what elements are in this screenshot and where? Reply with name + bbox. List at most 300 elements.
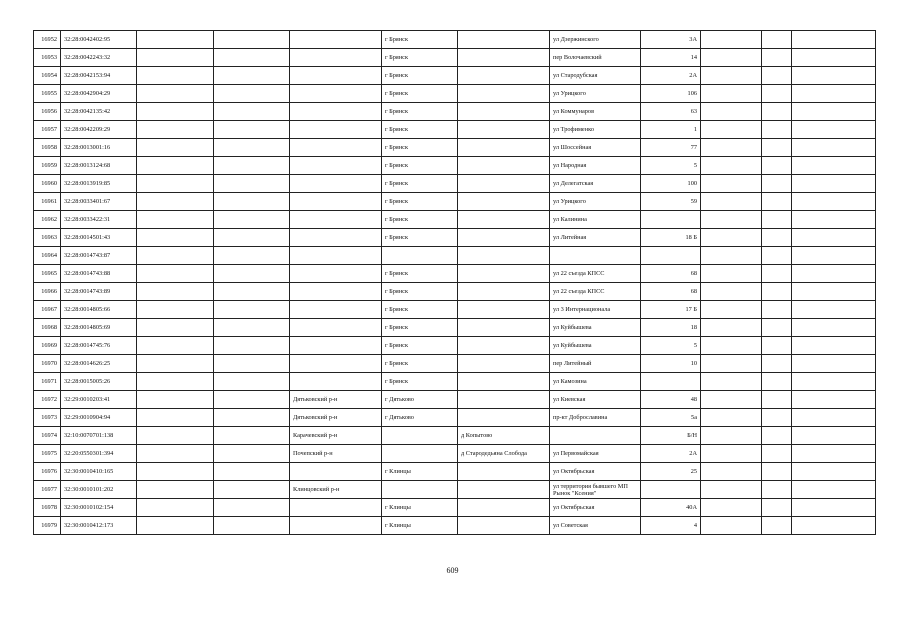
row-number: 16977 <box>34 481 61 499</box>
city-cell: г Брянск <box>382 31 458 49</box>
empty-cell <box>762 283 792 301</box>
empty-cell <box>792 67 876 85</box>
street-cell: ул Куйбышева <box>550 319 641 337</box>
row-number: 16960 <box>34 175 61 193</box>
table-row <box>34 373 876 391</box>
empty-cell <box>701 211 762 229</box>
settlement-cell <box>458 67 550 85</box>
empty-cell <box>137 481 214 499</box>
row-number: 16957 <box>34 121 61 139</box>
row-number: 16979 <box>34 517 61 535</box>
district-cell <box>290 157 382 175</box>
street-cell: ул Советская <box>550 517 641 535</box>
row-number: 16978 <box>34 499 61 517</box>
empty-cell <box>762 157 792 175</box>
street-cell: ул Куйбышева <box>550 337 641 355</box>
district-cell <box>290 67 382 85</box>
empty-cell <box>762 481 792 499</box>
empty-cell <box>214 337 290 355</box>
row-number: 16959 <box>34 157 61 175</box>
empty-cell <box>214 103 290 121</box>
street-cell: ул 22 съезда КПСС <box>550 265 641 283</box>
empty-cell <box>214 49 290 67</box>
house-cell: 5 <box>641 157 701 175</box>
district-cell <box>290 85 382 103</box>
cadastral-number: 32:28:0014745:76 <box>61 337 137 355</box>
table-row <box>34 409 876 427</box>
settlement-cell <box>458 175 550 193</box>
empty-cell <box>792 319 876 337</box>
city-cell <box>382 247 458 265</box>
street-cell: ул Урицкого <box>550 85 641 103</box>
table-row <box>34 103 876 121</box>
house-cell: 14 <box>641 49 701 67</box>
table-row <box>34 319 876 337</box>
street-cell: ул Народная <box>550 157 641 175</box>
city-cell: г Брянск <box>382 85 458 103</box>
district-cell <box>290 121 382 139</box>
table-row <box>34 85 876 103</box>
street-cell: ул Стародубская <box>550 67 641 85</box>
cadastral-number: 32:28:0014805:66 <box>61 301 137 319</box>
empty-cell <box>137 391 214 409</box>
street-cell: ул Камозина <box>550 373 641 391</box>
empty-cell <box>137 139 214 157</box>
table-row <box>34 67 876 85</box>
empty-cell <box>214 517 290 535</box>
empty-cell <box>762 373 792 391</box>
district-cell <box>290 103 382 121</box>
table-row <box>34 229 876 247</box>
empty-cell <box>214 229 290 247</box>
empty-cell <box>762 463 792 481</box>
table-row <box>34 391 876 409</box>
empty-cell <box>792 103 876 121</box>
empty-cell <box>762 49 792 67</box>
city-cell: г Брянск <box>382 67 458 85</box>
street-cell: ул Делегатская <box>550 175 641 193</box>
street-cell: ул Первомайская <box>550 445 641 463</box>
cadastral-number: 32:30:0010412:173 <box>61 517 137 535</box>
cadastral-number: 32:30:0010101:202 <box>61 481 137 499</box>
empty-cell <box>792 247 876 265</box>
empty-cell <box>214 175 290 193</box>
empty-cell <box>792 355 876 373</box>
cadastral-number: 32:28:0014743:87 <box>61 247 137 265</box>
city-cell: г Клинцы <box>382 463 458 481</box>
empty-cell <box>701 139 762 157</box>
empty-cell <box>762 85 792 103</box>
empty-cell <box>701 193 762 211</box>
house-cell: 68 <box>641 283 701 301</box>
cadastral-number: 32:28:0042243:32 <box>61 49 137 67</box>
empty-cell <box>701 121 762 139</box>
settlement-cell <box>458 373 550 391</box>
house-cell: 4 <box>641 517 701 535</box>
empty-cell <box>137 31 214 49</box>
empty-cell <box>762 355 792 373</box>
empty-cell <box>214 193 290 211</box>
empty-cell <box>701 175 762 193</box>
house-cell: 17 Б <box>641 301 701 319</box>
empty-cell <box>701 337 762 355</box>
empty-cell <box>214 301 290 319</box>
row-number: 16958 <box>34 139 61 157</box>
house-cell: Б/Н <box>641 427 701 445</box>
settlement-cell <box>458 121 550 139</box>
empty-cell <box>792 373 876 391</box>
empty-cell <box>792 445 876 463</box>
empty-cell <box>762 31 792 49</box>
house-cell: 77 <box>641 139 701 157</box>
empty-cell <box>137 355 214 373</box>
empty-cell <box>137 211 214 229</box>
empty-cell <box>137 157 214 175</box>
empty-cell <box>792 391 876 409</box>
city-cell: г Брянск <box>382 121 458 139</box>
table-row <box>34 157 876 175</box>
empty-cell <box>137 283 214 301</box>
empty-cell <box>701 517 762 535</box>
district-cell <box>290 211 382 229</box>
empty-cell <box>214 31 290 49</box>
empty-cell <box>762 517 792 535</box>
empty-cell <box>701 391 762 409</box>
settlement-cell <box>458 211 550 229</box>
empty-cell <box>214 283 290 301</box>
table-row <box>34 283 876 301</box>
empty-cell <box>701 49 762 67</box>
empty-cell <box>137 193 214 211</box>
cadastral-number: 32:28:0014501:43 <box>61 229 137 247</box>
table-row <box>34 355 876 373</box>
row-number: 16956 <box>34 103 61 121</box>
empty-cell <box>701 103 762 121</box>
district-cell <box>290 139 382 157</box>
city-cell <box>382 427 458 445</box>
row-number: 16970 <box>34 355 61 373</box>
city-cell: г Брянск <box>382 355 458 373</box>
empty-cell <box>792 409 876 427</box>
empty-cell <box>214 247 290 265</box>
house-cell <box>641 373 701 391</box>
empty-cell <box>762 139 792 157</box>
empty-cell <box>792 481 876 499</box>
street-cell: ул территория бывшего МП Рынок "Ксения" <box>550 481 641 499</box>
street-cell <box>550 247 641 265</box>
district-cell <box>290 355 382 373</box>
house-cell: 40А <box>641 499 701 517</box>
empty-cell <box>214 391 290 409</box>
empty-cell <box>214 67 290 85</box>
settlement-cell: д Стародедьяна Слобода <box>458 445 550 463</box>
city-cell: г Брянск <box>382 175 458 193</box>
district-cell: Почепский р-н <box>290 445 382 463</box>
empty-cell <box>137 319 214 337</box>
empty-cell <box>214 157 290 175</box>
district-cell: Дятьковский р-н <box>290 391 382 409</box>
cadastral-number: 32:28:0014743:88 <box>61 265 137 283</box>
empty-cell <box>214 355 290 373</box>
cadastral-number: 32:28:0033401:67 <box>61 193 137 211</box>
empty-cell <box>137 409 214 427</box>
empty-cell <box>762 247 792 265</box>
cadastral-number: 32:28:0042402:95 <box>61 31 137 49</box>
cadastral-number: 32:28:0014743:89 <box>61 283 137 301</box>
empty-cell <box>214 427 290 445</box>
settlement-cell <box>458 247 550 265</box>
street-cell <box>550 427 641 445</box>
empty-cell <box>137 373 214 391</box>
row-number: 16971 <box>34 373 61 391</box>
district-cell <box>290 301 382 319</box>
house-cell <box>641 481 701 499</box>
empty-cell <box>762 265 792 283</box>
empty-cell <box>792 463 876 481</box>
empty-cell <box>137 301 214 319</box>
settlement-cell <box>458 283 550 301</box>
street-cell: пер Литейный <box>550 355 641 373</box>
settlement-cell <box>458 319 550 337</box>
settlement-cell <box>458 85 550 103</box>
table-row <box>34 139 876 157</box>
empty-cell <box>762 409 792 427</box>
district-cell <box>290 499 382 517</box>
empty-cell <box>792 499 876 517</box>
empty-cell <box>792 229 876 247</box>
city-cell: г Брянск <box>382 301 458 319</box>
district-cell <box>290 247 382 265</box>
settlement-cell <box>458 157 550 175</box>
row-number: 16967 <box>34 301 61 319</box>
empty-cell <box>701 67 762 85</box>
empty-cell <box>701 31 762 49</box>
empty-cell <box>137 337 214 355</box>
empty-cell <box>792 283 876 301</box>
empty-cell <box>792 85 876 103</box>
empty-cell <box>762 175 792 193</box>
empty-cell <box>137 265 214 283</box>
empty-cell <box>214 265 290 283</box>
house-cell: 25 <box>641 463 701 481</box>
empty-cell <box>762 193 792 211</box>
empty-cell <box>701 283 762 301</box>
empty-cell <box>214 211 290 229</box>
row-number: 16969 <box>34 337 61 355</box>
street-cell: ул Урицкого <box>550 193 641 211</box>
table-row <box>34 463 876 481</box>
house-cell: 18 Б <box>641 229 701 247</box>
city-cell: г Брянск <box>382 373 458 391</box>
cadastral-number: 32:28:0042209:29 <box>61 121 137 139</box>
row-number: 16962 <box>34 211 61 229</box>
settlement-cell <box>458 517 550 535</box>
empty-cell <box>701 247 762 265</box>
empty-cell <box>701 427 762 445</box>
settlement-cell <box>458 229 550 247</box>
empty-cell <box>214 85 290 103</box>
empty-cell <box>792 121 876 139</box>
settlement-cell <box>458 193 550 211</box>
district-cell: Клинцовский р-н <box>290 481 382 499</box>
house-cell: 2А <box>641 445 701 463</box>
street-cell: ул 3 Интернационала <box>550 301 641 319</box>
row-number: 16953 <box>34 49 61 67</box>
settlement-cell <box>458 481 550 499</box>
city-cell: г Клинцы <box>382 517 458 535</box>
cadastral-number: 32:28:0042904:29 <box>61 85 137 103</box>
district-cell: Карачевский р-н <box>290 427 382 445</box>
settlement-cell <box>458 103 550 121</box>
row-number: 16972 <box>34 391 61 409</box>
district-cell <box>290 31 382 49</box>
row-number: 16964 <box>34 247 61 265</box>
street-cell: пер Волочаевский <box>550 49 641 67</box>
cadastral-number: 32:28:0042135:42 <box>61 103 137 121</box>
district-cell <box>290 49 382 67</box>
row-number: 16954 <box>34 67 61 85</box>
empty-cell <box>792 31 876 49</box>
cadastral-number: 32:28:0015005:26 <box>61 373 137 391</box>
street-cell: ул 22 съезда КПСС <box>550 283 641 301</box>
settlement-cell <box>458 301 550 319</box>
empty-cell <box>762 211 792 229</box>
empty-cell <box>792 427 876 445</box>
house-cell: 18 <box>641 319 701 337</box>
cadastral-number: 32:29:0010203:41 <box>61 391 137 409</box>
empty-cell <box>214 139 290 157</box>
table-row <box>34 265 876 283</box>
street-cell: пр-кт Доброславина <box>550 409 641 427</box>
empty-cell <box>792 265 876 283</box>
city-cell: г Дятьково <box>382 391 458 409</box>
empty-cell <box>762 103 792 121</box>
cadastral-number: 32:30:0010410:165 <box>61 463 137 481</box>
district-cell <box>290 373 382 391</box>
row-number: 16966 <box>34 283 61 301</box>
cadastral-number: 32:29:0010904:94 <box>61 409 137 427</box>
empty-cell <box>762 427 792 445</box>
empty-cell <box>137 229 214 247</box>
table-row <box>34 481 876 499</box>
city-cell: г Брянск <box>382 211 458 229</box>
empty-cell <box>792 49 876 67</box>
empty-cell <box>792 301 876 319</box>
district-cell <box>290 337 382 355</box>
settlement-cell: д Копытово <box>458 427 550 445</box>
row-number: 16952 <box>34 31 61 49</box>
settlement-cell <box>458 49 550 67</box>
house-cell: 48 <box>641 391 701 409</box>
district-cell <box>290 283 382 301</box>
empty-cell <box>137 427 214 445</box>
cadastral-number: 32:28:0033422:31 <box>61 211 137 229</box>
house-cell: 59 <box>641 193 701 211</box>
district-cell <box>290 463 382 481</box>
city-cell: г Брянск <box>382 319 458 337</box>
empty-cell <box>792 193 876 211</box>
registry-body <box>34 31 876 535</box>
table-row <box>34 247 876 265</box>
table-row <box>34 499 876 517</box>
empty-cell <box>762 229 792 247</box>
city-cell: г Брянск <box>382 49 458 67</box>
district-cell <box>290 193 382 211</box>
district-cell: Дятьковский р-н <box>290 409 382 427</box>
city-cell: г Брянск <box>382 265 458 283</box>
registry-table <box>33 30 876 535</box>
cadastral-number: 32:20:0550301:394 <box>61 445 137 463</box>
empty-cell <box>792 517 876 535</box>
empty-cell <box>701 157 762 175</box>
house-cell <box>641 247 701 265</box>
row-number: 16975 <box>34 445 61 463</box>
empty-cell <box>792 337 876 355</box>
row-number: 16965 <box>34 265 61 283</box>
cadastral-number: 32:28:0013919:85 <box>61 175 137 193</box>
city-cell: г Брянск <box>382 337 458 355</box>
district-cell <box>290 175 382 193</box>
empty-cell <box>137 499 214 517</box>
settlement-cell <box>458 265 550 283</box>
house-cell: 1 <box>641 121 701 139</box>
empty-cell <box>792 139 876 157</box>
house-cell: 10 <box>641 355 701 373</box>
settlement-cell <box>458 499 550 517</box>
empty-cell <box>792 157 876 175</box>
city-cell: г Брянск <box>382 193 458 211</box>
house-cell <box>641 211 701 229</box>
table-row <box>34 193 876 211</box>
empty-cell <box>701 319 762 337</box>
district-cell <box>290 517 382 535</box>
settlement-cell <box>458 409 550 427</box>
row-number: 16961 <box>34 193 61 211</box>
settlement-cell <box>458 139 550 157</box>
empty-cell <box>701 373 762 391</box>
cadastral-number: 32:30:0010102:154 <box>61 499 137 517</box>
street-cell: ул Октябрьская <box>550 463 641 481</box>
row-number: 16955 <box>34 85 61 103</box>
table-row <box>34 31 876 49</box>
empty-cell <box>701 481 762 499</box>
house-cell: 5а <box>641 409 701 427</box>
empty-cell <box>137 103 214 121</box>
street-cell: ул Киевская <box>550 391 641 409</box>
cadastral-number: 32:28:0014626:25 <box>61 355 137 373</box>
table-row <box>34 301 876 319</box>
street-cell: ул Трофименко <box>550 121 641 139</box>
street-cell: ул Литейная <box>550 229 641 247</box>
empty-cell <box>137 175 214 193</box>
settlement-cell <box>458 463 550 481</box>
table-row <box>34 427 876 445</box>
table-row <box>34 49 876 67</box>
empty-cell <box>214 409 290 427</box>
empty-cell <box>214 481 290 499</box>
row-number: 16973 <box>34 409 61 427</box>
house-cell: 100 <box>641 175 701 193</box>
cadastral-number: 32:28:0014805:69 <box>61 319 137 337</box>
district-cell <box>290 265 382 283</box>
cadastral-number: 32:28:0013124:68 <box>61 157 137 175</box>
cadastral-number: 32:10:0070701:138 <box>61 427 137 445</box>
empty-cell <box>762 301 792 319</box>
city-cell: г Дятьково <box>382 409 458 427</box>
street-cell: ул Калинина <box>550 211 641 229</box>
empty-cell <box>137 517 214 535</box>
empty-cell <box>214 499 290 517</box>
